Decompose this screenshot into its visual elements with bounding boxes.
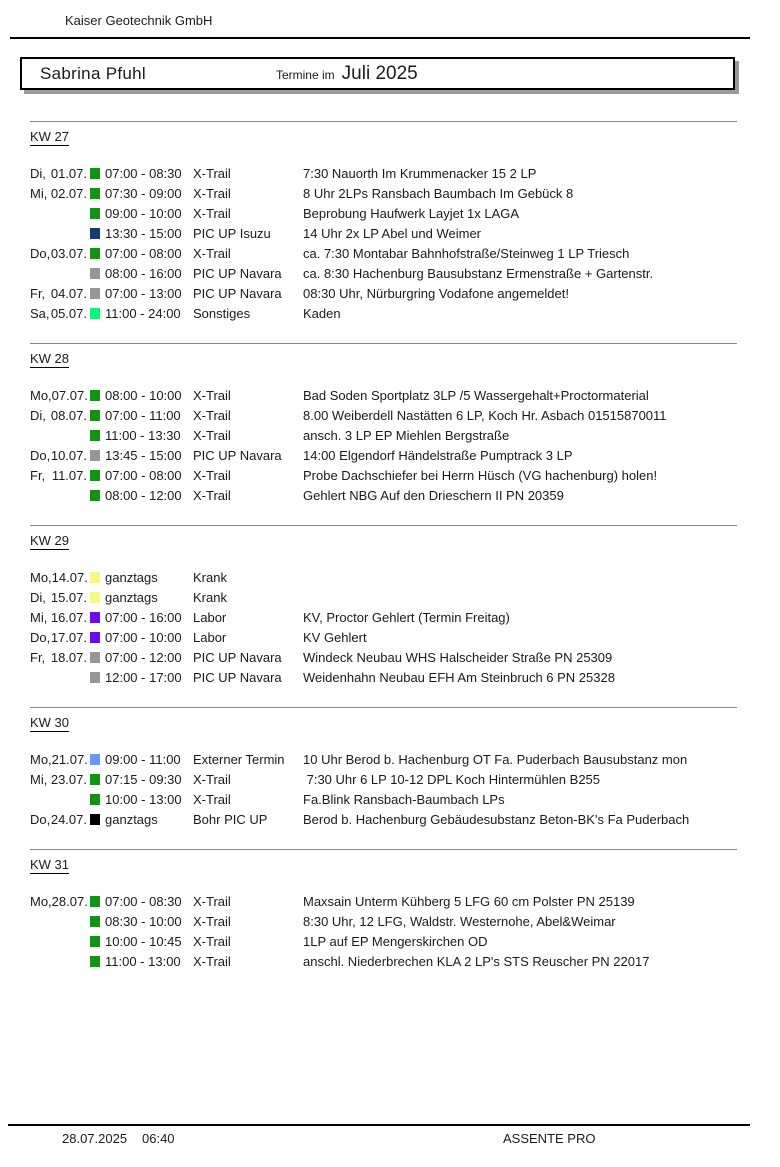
appointment-row xyxy=(0,891,780,911)
time-range: ganztags xyxy=(105,569,158,585)
day-date-column xyxy=(30,894,87,909)
time-range: 07:30 - 09:00 xyxy=(105,185,182,201)
person-name: Sabrina Pfuhl xyxy=(40,63,146,83)
day-label: Mo, xyxy=(30,387,52,403)
week-rows xyxy=(0,891,780,971)
day-date-column xyxy=(30,166,87,181)
day-date-column xyxy=(30,630,87,645)
description-label: 8.00 Weiberdell Nastätten 6 LP, Koch Hr. Asbach 01515870011 xyxy=(303,407,667,423)
category-label: X-Trail xyxy=(193,427,231,443)
date-label: 18.07. xyxy=(50,649,87,665)
category-color-square xyxy=(90,208,100,219)
category-color-square xyxy=(90,632,100,643)
category-color-square xyxy=(90,936,100,947)
appointment-row xyxy=(0,931,780,951)
category-label: Labor xyxy=(193,609,227,625)
footer-print-date: 28.07.2025 xyxy=(62,1131,128,1146)
day-label: Do, xyxy=(30,629,51,645)
date-label: 16.07. xyxy=(50,609,87,625)
day-label: Di, xyxy=(30,165,46,181)
appointment-row xyxy=(0,303,780,323)
category-label: PIC UP Navara xyxy=(193,447,282,463)
category-label: X-Trail xyxy=(193,407,231,423)
week-label: KW 27 xyxy=(30,129,70,144)
day-label: Sa, xyxy=(30,305,50,321)
day-date-column xyxy=(30,388,87,403)
time-range: 07:00 - 10:00 xyxy=(105,629,182,645)
description-label: Fa.Blink Ransbach-Baumbach LPs xyxy=(303,791,505,807)
category-label: PIC UP Navara xyxy=(193,285,282,301)
day-label: Do, xyxy=(30,811,51,827)
category-label: X-Trail xyxy=(193,893,231,909)
category-label: X-Trail xyxy=(193,487,231,503)
day-date-column xyxy=(30,186,87,201)
category-color-square xyxy=(90,390,100,401)
day-label: Mo, xyxy=(30,569,52,585)
description-label: Windeck Neubau WHS Halscheider Straße PN 25309 xyxy=(303,649,613,665)
day-date-column xyxy=(30,408,87,423)
appointment-row xyxy=(0,567,780,587)
time-range: 08:00 - 16:00 xyxy=(105,265,182,281)
day-label: Do, xyxy=(30,245,51,261)
time-range: 11:00 - 13:30 xyxy=(105,427,181,443)
category-color-square xyxy=(90,188,100,199)
day-label: Mo, xyxy=(30,751,52,767)
category-label: X-Trail xyxy=(193,913,231,929)
appointment-row xyxy=(0,647,780,667)
appointment-row xyxy=(0,425,780,445)
header-rule xyxy=(10,37,750,39)
week-separator xyxy=(30,707,737,708)
week-separator xyxy=(30,849,737,850)
date-label: 04.07. xyxy=(50,285,87,301)
category-color-square xyxy=(90,612,100,623)
appointment-row xyxy=(0,385,780,405)
time-range: 07:00 - 08:00 xyxy=(105,467,182,483)
report-title xyxy=(276,63,418,85)
category-color-square xyxy=(90,248,100,259)
week-rows xyxy=(0,385,780,505)
appointment-row xyxy=(0,243,780,263)
day-date-column xyxy=(30,246,87,261)
category-color-square xyxy=(90,896,100,907)
description-label: Berod b. Hachenburg Gebäudesubstanz Beton-BK's Fa Puderbach xyxy=(303,811,690,827)
time-range: 09:00 - 10:00 xyxy=(105,205,182,221)
category-label: Sonstiges xyxy=(193,305,251,321)
appointment-row xyxy=(0,283,780,303)
date-label: 28.07. xyxy=(51,893,88,909)
day-label: Mi, xyxy=(30,185,48,201)
week-label: KW 28 xyxy=(30,351,70,366)
day-label: Di, xyxy=(30,407,46,423)
category-color-square xyxy=(90,956,100,967)
category-color-square xyxy=(90,288,100,299)
date-label: 14.07. xyxy=(51,569,88,585)
time-range: 08:30 - 10:00 xyxy=(105,913,182,929)
description-label: Kaden xyxy=(303,305,341,321)
week-label: KW 31 xyxy=(30,857,70,872)
time-range: 07:00 - 11:00 xyxy=(105,407,181,423)
description-label: 8:30 Uhr, 12 LFG, Waldstr. Westernohe, Abel&Weimar xyxy=(303,913,616,929)
description-label: 1LP auf EP Mengerskirchen OD xyxy=(303,933,488,949)
appointment-row xyxy=(0,405,780,425)
day-date-column xyxy=(30,448,87,463)
category-color-square xyxy=(90,490,100,501)
category-color-square xyxy=(90,450,100,461)
description-label: 7:30 Nauorth Im Krummenacker 15 2 LP xyxy=(303,165,537,181)
footer-app-name: ASSENTE PRO xyxy=(503,1131,596,1146)
category-label: X-Trail xyxy=(193,771,231,787)
category-color-square xyxy=(90,754,100,765)
description-label: 10 Uhr Berod b. Hachenburg OT Fa. Puderbach Bausubstanz mon xyxy=(303,751,688,767)
category-label: Krank xyxy=(193,569,227,585)
day-date-column xyxy=(30,610,87,625)
category-label: X-Trail xyxy=(193,791,231,807)
week-section xyxy=(0,849,780,971)
time-range: 07:00 - 08:30 xyxy=(105,893,182,909)
day-label: Fr, xyxy=(30,467,46,483)
category-color-square xyxy=(90,814,100,825)
category-label: X-Trail xyxy=(193,185,231,201)
category-label: X-Trail xyxy=(193,387,231,403)
week-separator xyxy=(30,343,737,344)
title-box xyxy=(20,57,735,90)
footer-print-time: 06:40 xyxy=(142,1131,175,1146)
category-color-square xyxy=(90,430,100,441)
description-label: ca. 7:30 Montabar Bahnhofstraße/Steinweg 1 LP Triesch xyxy=(303,245,630,261)
description-label: 8 Uhr 2LPs Ransbach Baumbach Im Gebück 8 xyxy=(303,185,574,201)
description-label: 08:30 Uhr, Nürburgring Vodafone angemeldet! xyxy=(303,285,569,301)
day-label: Fr, xyxy=(30,285,46,301)
description-label: Bad Soden Sportplatz 3LP /5 Wassergehalt+Proctormaterial xyxy=(303,387,649,403)
date-label: 17.07. xyxy=(50,629,87,645)
appointment-row xyxy=(0,607,780,627)
time-range: ganztags xyxy=(105,589,158,605)
week-separator xyxy=(30,525,737,526)
date-label: 11.07. xyxy=(51,467,87,483)
day-date-column xyxy=(30,752,87,767)
day-date-column xyxy=(30,812,87,827)
category-color-square xyxy=(90,228,100,239)
week-rows xyxy=(0,163,780,323)
description-label: KV Gehlert xyxy=(303,629,367,645)
date-label: 03.07. xyxy=(50,245,87,261)
category-label: X-Trail xyxy=(193,953,231,969)
week-label: KW 30 xyxy=(30,715,70,730)
week-section xyxy=(0,343,780,505)
week-section xyxy=(0,707,780,829)
appointment-row xyxy=(0,667,780,687)
day-date-column xyxy=(30,286,87,301)
category-label: PIC UP Navara xyxy=(193,265,282,281)
appointment-row xyxy=(0,223,780,243)
description-label: 14 Uhr 2x LP Abel und Weimer xyxy=(303,225,482,241)
category-label: X-Trail xyxy=(193,467,231,483)
date-label: 07.07. xyxy=(51,387,88,403)
category-color-square xyxy=(90,410,100,421)
company-name: Kaiser Geotechnik GmbH xyxy=(65,13,213,28)
description-label: ca. 8:30 Hachenburg Bausubstanz Ermenstraße + Gartenstr. xyxy=(303,265,654,281)
category-label: PIC UP Navara xyxy=(193,669,282,685)
day-date-column xyxy=(30,772,87,787)
appointment-row xyxy=(0,485,780,505)
appointment-row xyxy=(0,769,780,789)
description-label: KV, Proctor Gehlert (Termin Freitag) xyxy=(303,609,510,625)
date-label: 05.07. xyxy=(50,305,87,321)
day-date-column xyxy=(30,650,87,665)
category-label: Bohr PIC UP xyxy=(193,811,268,827)
category-label: Externer Termin xyxy=(193,751,285,767)
appointment-row xyxy=(0,749,780,769)
day-label: Di, xyxy=(30,589,46,605)
day-label: Do, xyxy=(30,447,51,463)
time-range: 08:00 - 12:00 xyxy=(105,487,182,503)
date-label: 10.07. xyxy=(50,447,87,463)
time-range: 07:15 - 09:30 xyxy=(105,771,182,787)
description-label: Gehlert NBG Auf den Drieschern II PN 20359 xyxy=(303,487,564,503)
category-label: X-Trail xyxy=(193,165,231,181)
appointment-row xyxy=(0,465,780,485)
time-range: 11:00 - 24:00 xyxy=(105,305,181,321)
date-label: 02.07. xyxy=(50,185,87,201)
date-label: 23.07. xyxy=(50,771,87,787)
week-section xyxy=(0,525,780,687)
appointment-row xyxy=(0,911,780,931)
appointment-row xyxy=(0,809,780,829)
title-month: Juli 2025 xyxy=(341,62,418,84)
day-date-column xyxy=(30,570,87,585)
description-label: 14:00 Elgendorf Händelstraße Pumptrack 3 LP xyxy=(303,447,573,463)
category-color-square xyxy=(90,470,100,481)
appointment-row xyxy=(0,203,780,223)
description-label: Beprobung Haufwerk Layjet 1x LAGA xyxy=(303,205,520,221)
week-rows xyxy=(0,749,780,829)
day-label: Mi, xyxy=(30,609,48,625)
time-range: 10:00 - 10:45 xyxy=(105,933,182,949)
appointment-row xyxy=(0,789,780,809)
appointment-row xyxy=(0,445,780,465)
weeks-container xyxy=(0,90,780,991)
category-color-square xyxy=(90,168,100,179)
time-range: 11:00 - 13:00 xyxy=(105,953,181,969)
category-color-square xyxy=(90,794,100,805)
date-label: 15.07. xyxy=(50,589,87,605)
category-color-square xyxy=(90,652,100,663)
time-range: 07:00 - 08:00 xyxy=(105,245,182,261)
day-date-column xyxy=(30,468,87,483)
appointment-row xyxy=(0,263,780,283)
title-prefix: Termine im xyxy=(275,67,335,82)
category-label: Labor xyxy=(193,629,227,645)
week-separator xyxy=(30,121,737,122)
category-label: X-Trail xyxy=(193,205,231,221)
category-color-square xyxy=(90,916,100,927)
appointment-row xyxy=(0,627,780,647)
time-range: 13:30 - 15:00 xyxy=(105,225,182,241)
appointment-row xyxy=(0,951,780,971)
day-date-column xyxy=(30,306,87,321)
category-color-square xyxy=(90,592,100,603)
category-color-square xyxy=(90,308,100,319)
category-label: Krank xyxy=(193,589,227,605)
time-range: 12:00 - 17:00 xyxy=(105,669,182,685)
time-range: 10:00 - 13:00 xyxy=(105,791,182,807)
appointment-row xyxy=(0,163,780,183)
description-label: Maxsain Unterm Kühberg 5 LFG 60 cm Polster PN 25139 xyxy=(303,893,635,909)
category-color-square xyxy=(90,774,100,785)
day-label: Fr, xyxy=(30,649,46,665)
date-label: 24.07. xyxy=(50,811,87,827)
category-label: X-Trail xyxy=(193,933,231,949)
time-range: ganztags xyxy=(105,811,158,827)
description-label: 7:30 Uhr 6 LP 10-12 DPL Koch Hintermühlen B255 xyxy=(303,771,601,787)
category-color-square xyxy=(90,672,100,683)
time-range: 09:00 - 11:00 xyxy=(105,751,181,767)
category-color-square xyxy=(90,268,100,279)
appointment-row xyxy=(0,587,780,607)
day-label: Mi, xyxy=(30,771,48,787)
time-range: 13:45 - 15:00 xyxy=(105,447,182,463)
day-label: Mo, xyxy=(30,893,52,909)
category-label: PIC UP Navara xyxy=(193,649,282,665)
description-label: Probe Dachschiefer bei Herrn Hüsch (VG hachenburg) holen! xyxy=(303,467,658,483)
day-date-column xyxy=(30,590,87,605)
date-label: 08.07. xyxy=(50,407,87,423)
time-range: 07:00 - 08:30 xyxy=(105,165,182,181)
footer-rule xyxy=(8,1124,750,1126)
week-rows xyxy=(0,567,780,687)
time-range: 08:00 - 10:00 xyxy=(105,387,182,403)
description-label: anschl. Niederbrechen KLA 2 LP's STS Reuscher PN 22017 xyxy=(303,953,650,969)
appointment-row xyxy=(0,183,780,203)
time-range: 07:00 - 16:00 xyxy=(105,609,182,625)
time-range: 07:00 - 12:00 xyxy=(105,649,182,665)
category-label: X-Trail xyxy=(193,245,231,261)
category-label: PIC UP Isuzu xyxy=(193,225,271,241)
description-label: Weidenhahn Neubau EFH Am Steinbruch 6 PN 25328 xyxy=(303,669,615,685)
time-range: 07:00 - 13:00 xyxy=(105,285,182,301)
week-section xyxy=(0,121,780,323)
category-color-square xyxy=(90,572,100,583)
week-label: KW 29 xyxy=(30,533,70,548)
date-label: 01.07. xyxy=(50,165,87,181)
date-label: 21.07. xyxy=(51,751,88,767)
description-label: ansch. 3 LP EP Miehlen Bergstraße xyxy=(303,427,510,443)
